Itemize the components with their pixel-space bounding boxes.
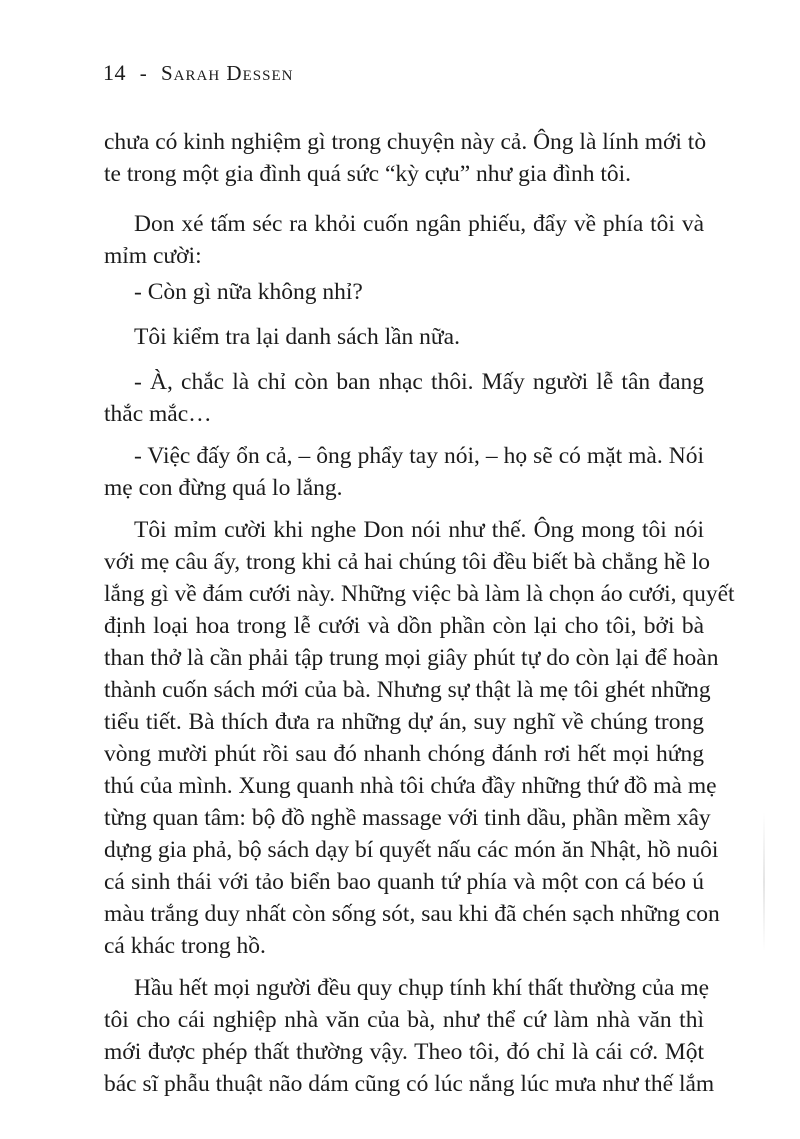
author-name: Sarah Dessen xyxy=(161,61,294,85)
text-line: Don xé tấm séc ra khỏi cuốn ngân phiếu, đẩy về phía tôi và xyxy=(134,211,704,237)
page-edge-shadow xyxy=(763,812,765,952)
text-line: thú của mình. Xung quanh nhà tôi chứa đầy những thứ đồ mà mẹ xyxy=(104,773,717,799)
text-line: mới được phép thất thường vậy. Theo tôi, đó chỉ là cái cớ. Một xyxy=(104,1039,704,1065)
text-line: với mẹ câu ấy, trong khi cả hai chúng tôi đều biết bà chẳng hề lo xyxy=(104,549,711,575)
text-line: lắng gì về đám cưới này. Những việc bà làm là chọn áo cưới, quyết xyxy=(104,581,735,607)
running-header xyxy=(103,60,293,86)
text-line: định loại hoa trong lễ cưới và dồn phần còn lại cho tôi, bởi bà xyxy=(104,613,704,639)
text-line: thắc mắc… xyxy=(104,401,212,427)
text-line: than thở là cần phải tập trung mọi giây phút tự do còn lại để hoàn xyxy=(104,645,719,671)
text-line: mỉm cười: xyxy=(104,243,202,269)
text-line: - À, chắc là chỉ còn ban nhạc thôi. Mấy người lễ tân đang xyxy=(134,369,704,395)
text-line: chưa có kinh nghiệm gì trong chuyện này cả. Ông là lính mới tò xyxy=(104,129,707,155)
page-number: 14 xyxy=(103,60,126,85)
text-line: mẹ con đừng quá lo lắng. xyxy=(104,475,343,501)
text-line: - Việc đấy ổn cả, – ông phẩy tay nói, – họ sẽ có mặt mà. Nói xyxy=(134,443,704,469)
text-line: Hầu hết mọi người đều quy chụp tính khí thất thường của mẹ xyxy=(134,975,710,1001)
text-line: - Còn gì nữa không nhỉ? xyxy=(134,279,363,305)
header-separator: - xyxy=(139,61,148,85)
text-line: cá khác trong hồ. xyxy=(104,933,266,959)
text-line: màu trắng duy nhất còn sống sót, sau khi đã chén sạch những con xyxy=(104,901,720,927)
text-line: Tôi kiểm tra lại danh sách lần nữa. xyxy=(134,324,460,350)
text-line: tiểu tiết. Bà thích đưa ra những dự án, suy nghĩ về chúng trong xyxy=(104,709,704,735)
text-line: thành cuốn sách mới của bà. Nhưng sự thật là mẹ tôi ghét những xyxy=(104,677,711,703)
text-line: vòng mười phút rồi sau đó nhanh chóng đánh rơi hết mọi hứng xyxy=(104,741,704,767)
text-line: cá sinh thái với tảo biển bao quanh tứ phía và một con cá béo ú xyxy=(104,869,704,895)
text-line: từng quan tâm: bộ đồ nghề massage với tinh dầu, phần mềm xây xyxy=(104,805,711,831)
text-line: Tôi mỉm cười khi nghe Don nói như thế. Ông mong tôi nói xyxy=(134,517,704,543)
text-line: te trong một gia đình quá sức “kỳ cựu” như gia đình tôi. xyxy=(104,161,632,187)
text-line: dựng gia phả, bộ sách dạy bí quyết nấu các món ăn Nhật, hồ nuôi xyxy=(104,837,719,863)
text-line: tôi cho cái nghiệp nhà văn của bà, như thể cứ làm nhà văn thì xyxy=(104,1007,704,1033)
text-line: bác sĩ phẫu thuật não dám cũng có lúc nắng lúc mưa như thế lắm xyxy=(104,1071,715,1097)
